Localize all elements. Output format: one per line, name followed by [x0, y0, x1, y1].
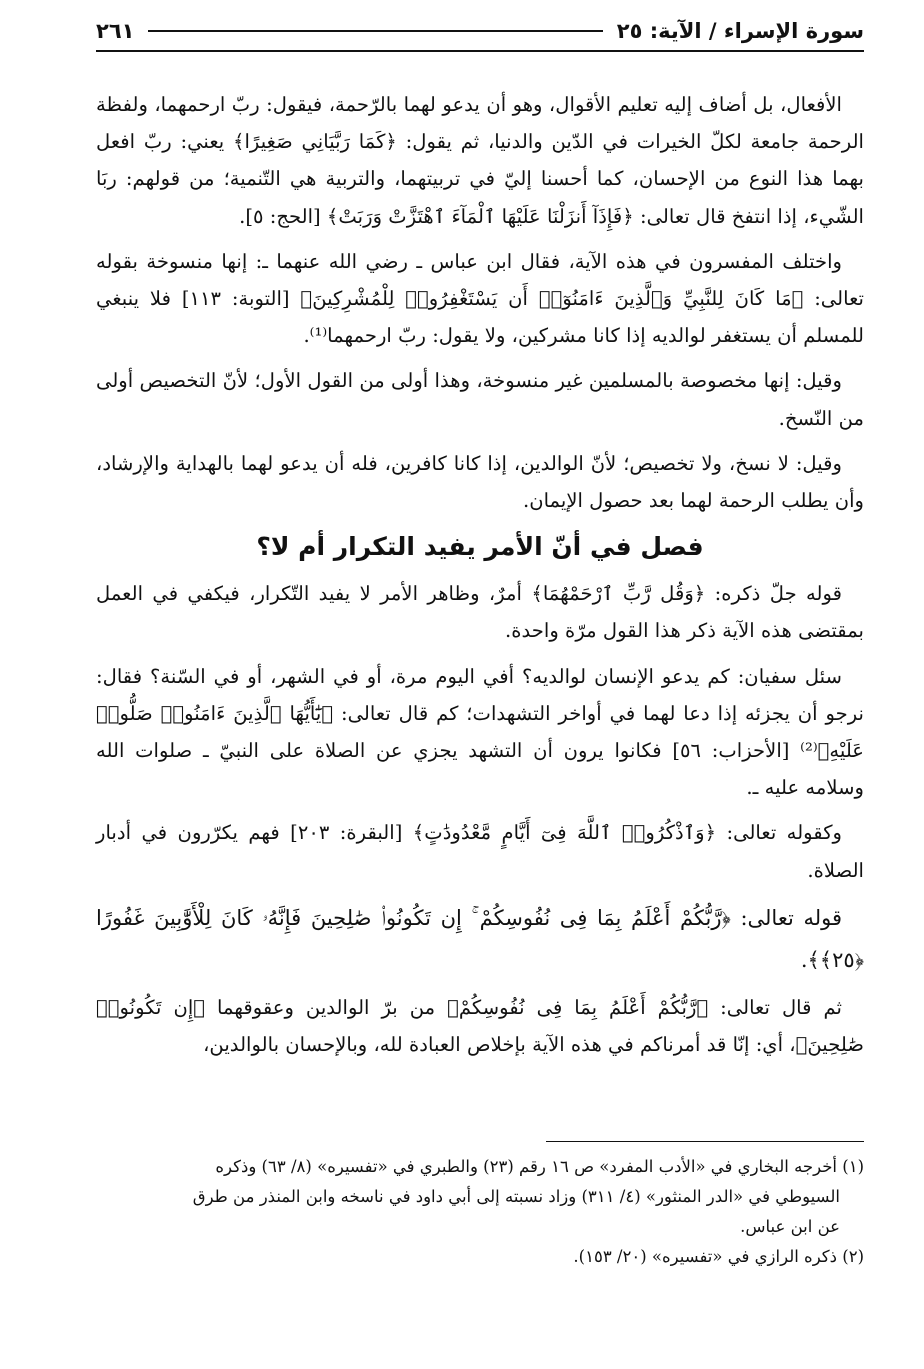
footnote-2: (٢) ذكره الرازي في «تفسيره» (٢٠/ ١٥٣).	[573, 1247, 864, 1266]
paragraph: وكقوله تعالى: ﴿وَٱذْكُرُوا۟ ٱللَّهَ فِىٓ أَيَّامٍ مَّعْدُودَٰتٍ﴾ [البقرة: ٢٠٣] فهم يكرّرون في أدبار الصلاة.	[96, 821, 864, 882]
paragraph: وقيل: لا نسخ، ولا تخصيص؛ لأنّ الوالدين، إذا كانا كافرين، فله أن يدعو لهما بالهداية والإرشاد، وأن يطلب الرحمة لهما بعد حصول الإيمان.	[96, 451, 864, 513]
footnote-1-line: (١) أخرجه البخاري في «الأدب المفرد» ص ١٦ رقم (٢٣) والطبري في «تفسيره» (٨/ ٦٣) وذكره	[215, 1157, 864, 1176]
page-header	[96, 14, 864, 48]
footnote-1-line: السيوطي في «الدر المنثور» (٤/ ٣١١) وزاد نسبته إلى أبي داود في ناسخه وابن المنذر من طرق	[192, 1187, 840, 1206]
verse-paragraph: قوله تعالى: ﴿رَّبُّكُمْ أَعْلَمُ بِمَا فِى نُفُوسِكُمْ ۚ إِن تَكُونُوا۟ صَٰلِحِينَ فَإِنَّهُۥ كَانَ لِلْأَوَّٰبِينَ غَفُورًا ﴿٢٥﴾﴾.	[96, 905, 864, 972]
header-divider	[96, 50, 864, 52]
footnote-divider	[546, 1141, 864, 1142]
page-number: ٢٦١	[96, 19, 135, 43]
main-text	[96, 86, 864, 1071]
paragraph: الأفعال، بل أضاف إليه تعليم الأقوال، وهو أن يدعو لهما بالرّحمة، فيقول: ربّ ارحمهما، ولفظة الرحمة جامعة لكلّ الخيرات في الدّين والدنيا، ثم يقول: ﴿كَمَا رَبَّيَانِي صَغِيرًا﴾ يعني: ربّ افعل بهما هذا النوع من الإحسان، كما أحسنا إليّ في تربيتهما، والتربية هي التّنمية؛ من قولهم: ربَا الشّيء، إذا انتفخ قال تعالى: ﴿فَإِذَآ أَنزَلْنَا عَلَيْهَا ٱلْمَآءَ ٱهْتَزَّتْ وَرَبَتْ﴾ [الحج: ٥].	[96, 93, 864, 228]
paragraph: واختلف المفسرون في هذه الآية، فقال ابن عباس ـ رضي الله عنهما ـ: إنها منسوخة بقوله تعالى: ﴿مَا كَانَ لِلنَّبِيِّ وَٱلَّذِينَ ءَامَنُوٓا۟ أَن يَسْتَغْفِرُوا۟ لِلْمُشْرِكِينَ﴾ [التوبة: ١١٣] فلا ينبغي للمسلم أن يستغفر لوالديه إذا كانا مشركين، ولا يقول: ربّ ارحمهما⁽¹⁾.	[96, 249, 864, 348]
footnote-1-line: عن ابن عباس.	[740, 1217, 840, 1236]
paragraph: ثم قال تعالى: ﴿رَّبُّكُمْ أَعْلَمُ بِمَا فِى نُفُوسِكُمْ﴾ من برّ الوالدين وعقوقهما ﴿إِن تَكُونُوا۟ صَٰلِحِينَ﴾، أي: إنّا قد أمرناكم في هذه الآية بإخلاص العبادة لله، وبالإحسان بالوالدين،	[96, 995, 864, 1057]
running-title: سورة الإسراء / الآية: ٢٥	[616, 19, 864, 43]
paragraph: سئل سفيان: كم يدعو الإنسان لوالديه؟ أفي اليوم مرة، أو في الشهر، أو في السّنة؟ فقال: نرجو أن يجزئه إذا دعا لهما في أواخر التشهدات؛ كم قال تعالى: ﴿يَٰٓأَيُّهَا ٱلَّذِينَ ءَامَنُوا۟ صَلُّوا۟ عَلَيْهِ﴾⁽²⁾ [الأحزاب: ٥٦] فكانوا يرون أن التشهد يجزي عن الصلاة على النبيّ ـ صلوات الله وسلامه عليه ـ.	[96, 664, 864, 800]
footnotes	[96, 1152, 864, 1272]
paragraph: قوله جلّ ذكره: ﴿وَقُل رَّبِّ ٱرْحَمْهُمَا﴾ أمرٌ، وظاهر الأمر لا يفيد التّكرار، فيكفي في العمل بمقتضى هذه الآية ذكر هذا القول مرّة واحدة.	[96, 582, 864, 643]
paragraph: وقيل: إنها مخصوصة بالمسلمين غير منسوخة، وهذا أولى من القول الأول؛ لأنّ التخصيص أولى من النّسخ.	[96, 369, 864, 430]
header-rule	[148, 30, 602, 32]
section-heading: فصل في أنّ الأمر يفيد التكرار أم لا؟	[256, 532, 704, 562]
